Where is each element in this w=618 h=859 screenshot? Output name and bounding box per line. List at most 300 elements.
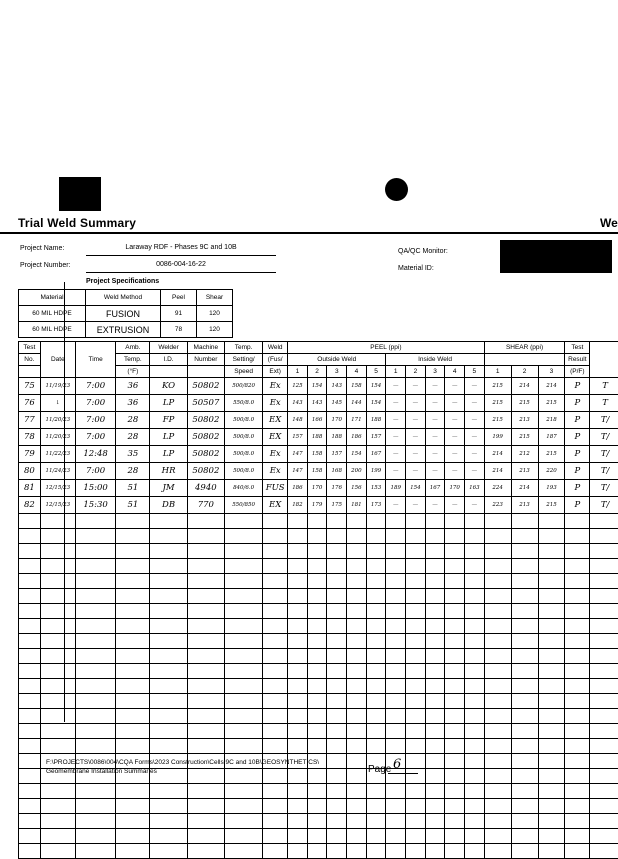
blank-cell bbox=[150, 589, 187, 604]
amb-temp: 51 bbox=[116, 480, 150, 497]
shear-value: 214 bbox=[484, 463, 511, 480]
material-id-label: Material ID: bbox=[398, 265, 434, 272]
blank-cell bbox=[224, 814, 262, 829]
welder-id: DB bbox=[150, 497, 187, 514]
peel-outside: 158 bbox=[307, 446, 327, 463]
blank-cell bbox=[263, 634, 288, 649]
table-row bbox=[19, 429, 618, 446]
blank-cell bbox=[116, 739, 150, 754]
blank-cell bbox=[511, 739, 538, 754]
blank-cell bbox=[263, 619, 288, 634]
blank-cell bbox=[511, 709, 538, 724]
blank-cell bbox=[75, 574, 115, 589]
header-num-4: 4 bbox=[445, 366, 465, 378]
blank-cell bbox=[406, 529, 426, 544]
blank-cell bbox=[538, 559, 565, 574]
blank-cell bbox=[511, 784, 538, 799]
header-blank bbox=[187, 366, 224, 378]
blank-row bbox=[19, 679, 618, 694]
welder-id: FP bbox=[150, 412, 187, 429]
blank-cell bbox=[75, 559, 115, 574]
blank-cell bbox=[445, 604, 465, 619]
peel-inside: — bbox=[425, 497, 445, 514]
blank-cell bbox=[187, 829, 224, 844]
blank-cell bbox=[19, 649, 41, 664]
blank-cell bbox=[484, 784, 511, 799]
blank-cell bbox=[366, 664, 386, 679]
blank-cell bbox=[386, 724, 406, 739]
blank-cell bbox=[511, 664, 538, 679]
peel-inside: — bbox=[386, 412, 406, 429]
blank-cell bbox=[307, 604, 327, 619]
blank-cell bbox=[484, 619, 511, 634]
blank-cell bbox=[425, 574, 445, 589]
test-result: P bbox=[565, 446, 590, 463]
shear-value: 215 bbox=[484, 395, 511, 412]
blank-cell bbox=[445, 679, 465, 694]
peel-outside: 157 bbox=[366, 429, 386, 446]
time: 15:30 bbox=[75, 497, 115, 514]
blank-cell bbox=[150, 559, 187, 574]
extra-col: T/ bbox=[590, 446, 618, 463]
blank-cell bbox=[484, 694, 511, 709]
blank-cell bbox=[187, 649, 224, 664]
blank-cell bbox=[327, 664, 347, 679]
blank-cell bbox=[366, 529, 386, 544]
blank-cell bbox=[75, 694, 115, 709]
footer-path-line-1: F:\PROJECTS\0086\004\CQA Forms\2023 Construction\Cells 9C and 10B\GEOSYNTHETICS\ bbox=[46, 758, 319, 767]
blank-cell bbox=[511, 514, 538, 529]
blank-cell bbox=[347, 604, 367, 619]
extra-col: T bbox=[590, 395, 618, 412]
peel-inside: — bbox=[465, 429, 485, 446]
blank-cell bbox=[565, 754, 590, 769]
blank-cell bbox=[445, 739, 465, 754]
blank-cell bbox=[590, 544, 618, 559]
blank-cell bbox=[366, 739, 386, 754]
blank-cell bbox=[40, 829, 75, 844]
blank-cell bbox=[565, 574, 590, 589]
blank-cell bbox=[327, 514, 347, 529]
blank-cell bbox=[445, 574, 465, 589]
peel-outside: 188 bbox=[327, 429, 347, 446]
blank-cell bbox=[386, 694, 406, 709]
blank-cell bbox=[538, 544, 565, 559]
blank-cell bbox=[150, 724, 187, 739]
welder-id: LP bbox=[150, 395, 187, 412]
peel-inside: — bbox=[445, 497, 465, 514]
blank-cell bbox=[538, 589, 565, 604]
peel-outside: 144 bbox=[347, 395, 367, 412]
blank-cell bbox=[565, 514, 590, 529]
blank-cell bbox=[538, 784, 565, 799]
spec-header-method: Weld Method bbox=[86, 290, 161, 306]
spec-shear: 120 bbox=[197, 306, 233, 322]
blank-cell bbox=[288, 724, 308, 739]
blank-cell bbox=[511, 544, 538, 559]
time: 7:00 bbox=[75, 429, 115, 446]
blank-cell bbox=[150, 739, 187, 754]
blank-cell bbox=[307, 694, 327, 709]
machine-number: 50802 bbox=[187, 412, 224, 429]
blank-cell bbox=[366, 649, 386, 664]
blank-cell bbox=[75, 709, 115, 724]
header-num-5: 5 bbox=[366, 366, 386, 378]
blank-cell bbox=[465, 799, 485, 814]
blank-cell bbox=[445, 754, 465, 769]
blank-cell bbox=[116, 634, 150, 649]
qaqc-monitor-label: QA/QC Monitor: bbox=[398, 248, 448, 255]
table-row bbox=[19, 378, 618, 395]
test-result: P bbox=[565, 395, 590, 412]
blank-cell bbox=[288, 619, 308, 634]
blank-cell bbox=[366, 514, 386, 529]
blank-cell bbox=[347, 589, 367, 604]
blank-cell bbox=[347, 739, 367, 754]
blank-cell bbox=[465, 574, 485, 589]
header-outside-weld: Outside Weld bbox=[288, 354, 386, 366]
blank-cell bbox=[19, 844, 41, 859]
peel-inside: 189 bbox=[386, 480, 406, 497]
project-name-label: Project Name: bbox=[20, 245, 64, 252]
blank-cell bbox=[40, 634, 75, 649]
header-machine: Machine bbox=[187, 342, 224, 354]
peel-inside: — bbox=[425, 446, 445, 463]
blank-cell bbox=[263, 709, 288, 724]
blank-cell bbox=[263, 739, 288, 754]
blank-cell bbox=[590, 574, 618, 589]
peel-inside: — bbox=[465, 497, 485, 514]
peel-outside: 167 bbox=[366, 446, 386, 463]
spec-header-peel: Peel bbox=[161, 290, 197, 306]
blank-cell bbox=[75, 784, 115, 799]
blank-cell bbox=[590, 679, 618, 694]
blank-cell bbox=[511, 634, 538, 649]
blank-cell bbox=[327, 769, 347, 784]
blank-row bbox=[19, 619, 618, 634]
blank-cell bbox=[347, 814, 367, 829]
peel-inside: — bbox=[386, 446, 406, 463]
blank-row bbox=[19, 844, 618, 859]
extra-col: T/ bbox=[590, 429, 618, 446]
blank-cell bbox=[19, 694, 41, 709]
blank-cell bbox=[484, 709, 511, 724]
blank-cell bbox=[307, 559, 327, 574]
blank-cell bbox=[366, 709, 386, 724]
peel-inside: — bbox=[406, 463, 426, 480]
date: 12/15/23 bbox=[40, 497, 75, 514]
blank-cell bbox=[511, 619, 538, 634]
blank-cell bbox=[288, 589, 308, 604]
test-result: P bbox=[565, 463, 590, 480]
blank-row bbox=[19, 739, 618, 754]
table-row bbox=[19, 395, 618, 412]
blank-cell bbox=[19, 679, 41, 694]
blank-cell bbox=[445, 799, 465, 814]
header-result: Result bbox=[565, 354, 590, 366]
blank-cell bbox=[565, 634, 590, 649]
blank-cell bbox=[465, 724, 485, 739]
blank-cell bbox=[224, 829, 262, 844]
weld-type: Ex bbox=[263, 395, 288, 412]
blank-cell bbox=[565, 619, 590, 634]
blank-cell bbox=[386, 544, 406, 559]
blank-cell bbox=[386, 664, 406, 679]
blank-cell bbox=[406, 604, 426, 619]
blank-cell bbox=[150, 799, 187, 814]
blank-cell bbox=[386, 559, 406, 574]
test-no: 80 bbox=[19, 463, 41, 480]
test-result: P bbox=[565, 412, 590, 429]
blank-cell bbox=[263, 574, 288, 589]
blank-cell bbox=[327, 559, 347, 574]
blank-cell bbox=[40, 799, 75, 814]
blank-cell bbox=[288, 664, 308, 679]
amb-temp: 28 bbox=[116, 429, 150, 446]
machine-number: 770 bbox=[187, 497, 224, 514]
blank-cell bbox=[40, 604, 75, 619]
blank-cell bbox=[347, 574, 367, 589]
blank-cell bbox=[19, 559, 41, 574]
blank-cell bbox=[366, 799, 386, 814]
peel-outside: 188 bbox=[366, 412, 386, 429]
peel-outside: 186 bbox=[347, 429, 367, 446]
blank-cell bbox=[347, 529, 367, 544]
blank-cell bbox=[366, 544, 386, 559]
blank-cell bbox=[347, 559, 367, 574]
blank-cell bbox=[406, 589, 426, 604]
blank-cell bbox=[465, 709, 485, 724]
table-row bbox=[19, 412, 618, 429]
test-no: 82 bbox=[19, 497, 41, 514]
blank-cell bbox=[445, 589, 465, 604]
blank-cell bbox=[187, 694, 224, 709]
blank-cell bbox=[224, 844, 262, 859]
blank-cell bbox=[465, 529, 485, 544]
blank-cell bbox=[263, 694, 288, 709]
blank-cell bbox=[263, 679, 288, 694]
blank-cell bbox=[327, 814, 347, 829]
blank-cell bbox=[75, 529, 115, 544]
blank-cell bbox=[224, 664, 262, 679]
blank-cell bbox=[406, 799, 426, 814]
blank-cell bbox=[366, 634, 386, 649]
blank-cell bbox=[75, 799, 115, 814]
blank-cell bbox=[150, 784, 187, 799]
blank-cell bbox=[347, 664, 367, 679]
blank-cell bbox=[327, 604, 347, 619]
peel-inside: — bbox=[406, 395, 426, 412]
blank-cell bbox=[425, 679, 445, 694]
blank-cell bbox=[366, 829, 386, 844]
blank-cell bbox=[347, 634, 367, 649]
blank-cell bbox=[116, 604, 150, 619]
blank-cell bbox=[150, 694, 187, 709]
amb-temp: 36 bbox=[116, 378, 150, 395]
header-shear-blank bbox=[484, 354, 565, 366]
blank-cell bbox=[307, 784, 327, 799]
blank-cell bbox=[511, 724, 538, 739]
blank-cell bbox=[590, 559, 618, 574]
blank-cell bbox=[565, 649, 590, 664]
blank-cell bbox=[565, 694, 590, 709]
blank-cell bbox=[538, 649, 565, 664]
blank-cell bbox=[75, 619, 115, 634]
blank-cell bbox=[511, 769, 538, 784]
blank-cell bbox=[347, 754, 367, 769]
blank-cell bbox=[445, 529, 465, 544]
blank-cell bbox=[263, 829, 288, 844]
blank-cell bbox=[75, 634, 115, 649]
blank-cell bbox=[445, 514, 465, 529]
time: 7:00 bbox=[75, 463, 115, 480]
blank-cell bbox=[116, 694, 150, 709]
blank-cell bbox=[224, 784, 262, 799]
blank-row bbox=[19, 694, 618, 709]
blank-cell bbox=[40, 844, 75, 859]
header-num-5: 5 bbox=[465, 366, 485, 378]
blank-cell bbox=[425, 724, 445, 739]
blank-cell bbox=[465, 829, 485, 844]
peel-inside: — bbox=[386, 429, 406, 446]
blank-cell bbox=[19, 724, 41, 739]
shear-value: 215 bbox=[484, 412, 511, 429]
blank-cell bbox=[538, 844, 565, 859]
blank-cell bbox=[116, 784, 150, 799]
peel-outside: 166 bbox=[307, 412, 327, 429]
shear-value: 213 bbox=[511, 497, 538, 514]
blank-cell bbox=[263, 784, 288, 799]
header-pf: (P/F) bbox=[565, 366, 590, 378]
shear-value: 212 bbox=[511, 446, 538, 463]
date: 12/15/23 bbox=[40, 480, 75, 497]
blank-cell bbox=[263, 559, 288, 574]
blank-cell bbox=[538, 724, 565, 739]
peel-inside: — bbox=[386, 395, 406, 412]
machine-number: 50802 bbox=[187, 378, 224, 395]
blank-cell bbox=[40, 724, 75, 739]
peel-inside: — bbox=[406, 446, 426, 463]
blank-cell bbox=[116, 724, 150, 739]
blank-cell bbox=[327, 529, 347, 544]
blank-row bbox=[19, 724, 618, 739]
redaction-box-monitor bbox=[500, 240, 612, 273]
date: 11/24/23 bbox=[40, 463, 75, 480]
blank-row bbox=[19, 709, 618, 724]
blank-cell bbox=[425, 529, 445, 544]
blank-cell bbox=[484, 679, 511, 694]
blank-cell bbox=[406, 724, 426, 739]
title-rule bbox=[0, 232, 618, 234]
header-welder-id: I.D. bbox=[150, 354, 187, 366]
blank-row bbox=[19, 574, 618, 589]
blank-cell bbox=[590, 754, 618, 769]
blank-row bbox=[19, 829, 618, 844]
shear-value: 214 bbox=[511, 378, 538, 395]
header-num-3: 3 bbox=[425, 366, 445, 378]
blank-cell bbox=[511, 574, 538, 589]
blank-cell bbox=[511, 754, 538, 769]
header-blank bbox=[19, 366, 41, 378]
blank-cell bbox=[445, 724, 465, 739]
peel-outside: 168 bbox=[327, 463, 347, 480]
peel-inside: — bbox=[465, 446, 485, 463]
peel-outside: 154 bbox=[366, 378, 386, 395]
table-row bbox=[19, 463, 618, 480]
blank-cell bbox=[327, 679, 347, 694]
peel-inside: — bbox=[386, 463, 406, 480]
blank-cell bbox=[425, 709, 445, 724]
time: 7:00 bbox=[75, 378, 115, 395]
blank-cell bbox=[366, 784, 386, 799]
blank-cell bbox=[288, 529, 308, 544]
temp-setting: 840/6.0 bbox=[224, 480, 262, 497]
header-inside-weld: Inside Weld bbox=[386, 354, 484, 366]
blank-cell bbox=[116, 529, 150, 544]
blank-row bbox=[19, 784, 618, 799]
blank-cell bbox=[406, 694, 426, 709]
blank-cell bbox=[511, 559, 538, 574]
blank-cell bbox=[40, 694, 75, 709]
temp-setting: 550/8.0 bbox=[224, 395, 262, 412]
header-num-2: 2 bbox=[406, 366, 426, 378]
machine-number: 50507 bbox=[187, 395, 224, 412]
blank-cell bbox=[445, 709, 465, 724]
peel-outside: 143 bbox=[307, 395, 327, 412]
blank-cell bbox=[565, 799, 590, 814]
blank-cell bbox=[327, 709, 347, 724]
blank-cell bbox=[307, 544, 327, 559]
blank-cell bbox=[484, 634, 511, 649]
peel-inside: — bbox=[465, 378, 485, 395]
blank-cell bbox=[19, 634, 41, 649]
blank-cell bbox=[511, 844, 538, 859]
blank-cell bbox=[406, 784, 426, 799]
blank-cell bbox=[465, 814, 485, 829]
blank-cell bbox=[366, 574, 386, 589]
blank-cell bbox=[288, 604, 308, 619]
blank-cell bbox=[511, 604, 538, 619]
peel-inside: 167 bbox=[425, 480, 445, 497]
peel-outside: 147 bbox=[288, 463, 308, 480]
blank-cell bbox=[19, 784, 41, 799]
blank-cell bbox=[116, 844, 150, 859]
blank-cell bbox=[288, 679, 308, 694]
blank-cell bbox=[307, 619, 327, 634]
peel-inside: — bbox=[445, 429, 465, 446]
blank-cell bbox=[386, 709, 406, 724]
blank-cell bbox=[187, 784, 224, 799]
blank-cell bbox=[538, 829, 565, 844]
extra-col: T/ bbox=[590, 497, 618, 514]
blank-cell bbox=[327, 784, 347, 799]
peel-outside: 157 bbox=[288, 429, 308, 446]
blank-cell bbox=[484, 844, 511, 859]
blank-cell bbox=[116, 709, 150, 724]
machine-number: 50802 bbox=[187, 463, 224, 480]
blank-cell bbox=[445, 694, 465, 709]
blank-cell bbox=[425, 769, 445, 784]
blank-cell bbox=[538, 799, 565, 814]
blank-cell bbox=[224, 739, 262, 754]
peel-inside: — bbox=[425, 378, 445, 395]
blank-cell bbox=[386, 799, 406, 814]
blank-cell bbox=[484, 514, 511, 529]
welder-id: JM bbox=[150, 480, 187, 497]
peel-outside: 199 bbox=[366, 463, 386, 480]
peel-inside: — bbox=[465, 412, 485, 429]
blank-cell bbox=[224, 709, 262, 724]
